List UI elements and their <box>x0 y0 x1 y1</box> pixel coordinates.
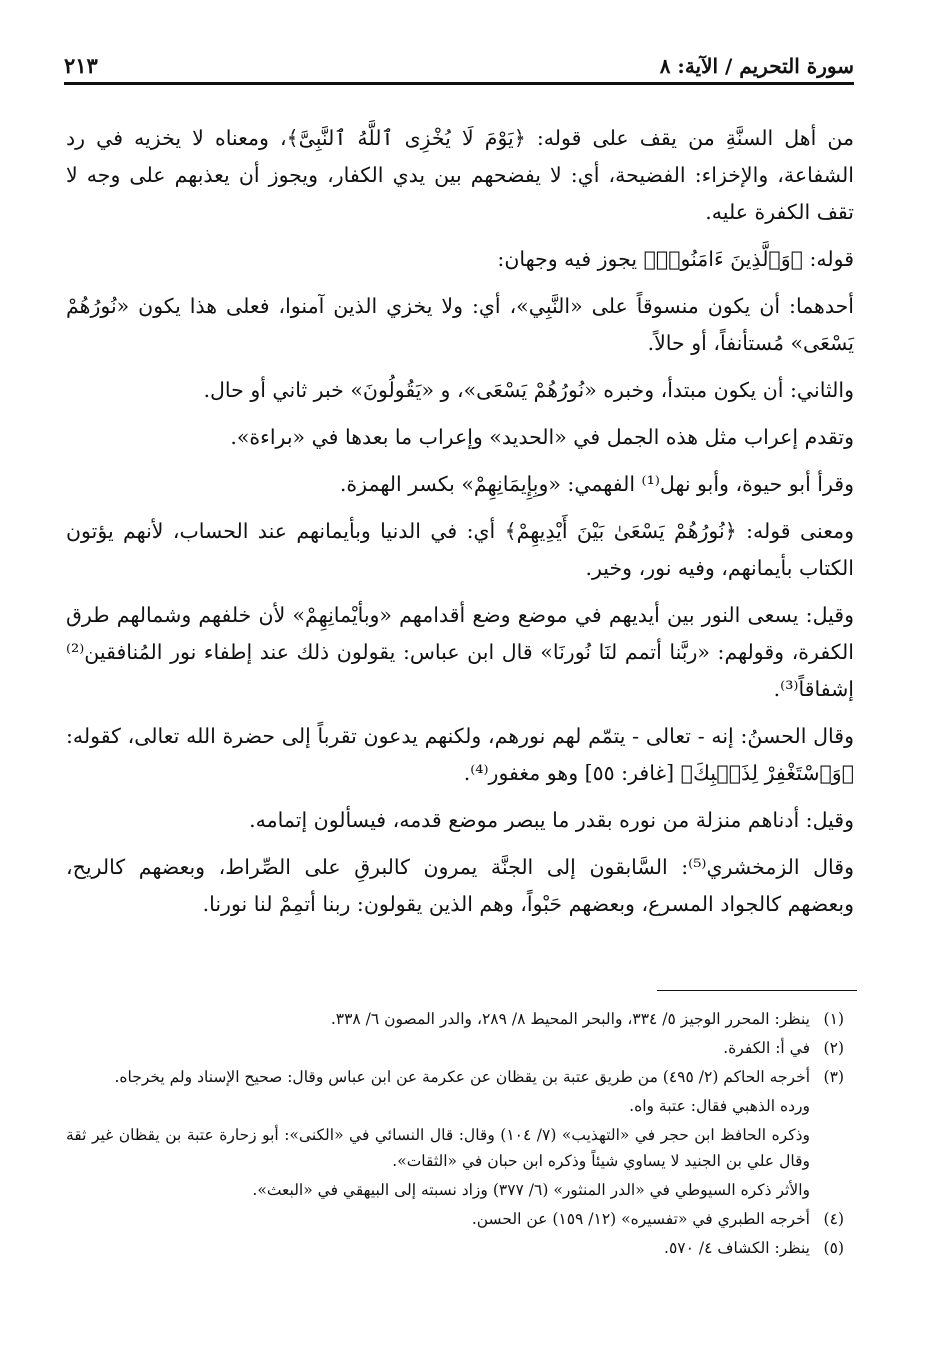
footnote-continuation: والأثر ذكره السيوطي في «الدر المنثور» (٦/ ٣٧٧) وزاد نسبته إلى البيهقي في «البعث». <box>252 1181 810 1199</box>
footnote-number: (٤) <box>823 1210 844 1228</box>
paragraph: وقال الزمخشري⁽⁵⁾: السَّابقون إلى الجنَّة يمرون كالبرقِ على الصِّراط، وبعضهم كالريح، وبعضهم كالجواد المسرع، وبعضهم حَبْواً، وهم الذين يقولون: ربنا أتمِمْ لنا نورنا. <box>66 855 854 916</box>
paragraph: وقيل: أدناهم منزلة من نوره بقدر ما يبصر موضع قدمه، فيسألون إتمامه. <box>249 808 854 832</box>
paragraph: أحدهما: أن يكون منسوقاً على «النَّبِي»، أي: ولا يخزي الذين آمنوا، فعلى هذا يكون «نُورُهُمْ يَسْعَى» مُستأنفاً، أو حالاً. <box>66 294 854 355</box>
page-number: ٢١٣ <box>64 53 98 78</box>
footnote-number: (٣) <box>823 1068 844 1086</box>
footnote-separator <box>657 990 857 991</box>
footnote-continuation: ورده الذهبي فقال: عتبة واه. <box>629 1097 810 1115</box>
footnote <box>66 1206 844 1232</box>
paragraph: وقال الحسنُ: إنه - تعالى - يتمّم لهم نورهم، ولكنهم يدعون تقرباً إلى حضرة الله تعالى، كقوله: ﴿وَٱسْتَغْفِرْ لِذَنۢبِكَ﴾ [غافر: ٥٥] وهو مغفور⁽⁴⁾. <box>66 724 854 785</box>
footnote-text: في أ: الكفرة. <box>723 1039 810 1057</box>
footnote-continuation: وذكره الحافظ ابن حجر في «التهذيب» (٧/ ١٠٤) وقال: قال النسائي في «الكنى»: أبو زحارة عتبة بن يقظان غير ثقة وقال علي بن الجنيد لا يساوي شيئاً وذكره ابن حبان في «الثقات». <box>66 1126 811 1170</box>
paragraph: وقرأ أبو حيوة، وأبو نهل⁽¹⁾ الفهمي: «وبِإِيمَانِهِمْ» بكسر الهمزة. <box>339 472 854 496</box>
footnote-text: أخرجه الطبري في «تفسيره» (١٢/ ١٥٩) عن الحسن. <box>471 1210 810 1228</box>
paragraph: وقيل: يسعى النور بين أيديهم في موضع وضع أقدامهم «وبأيْمانِهِمْ» لأن خلفهم وشمالهم طرق الكفرة، وقولهم: «ربَّنا أتمم لنَا نُورنَا» قال ابن عباس: يقولون ذلك عند إطفاء نور المُنافقين⁽²⁾ إشفاقاً⁽³⁾. <box>66 603 854 701</box>
paragraph: والثاني: أن يكون مبتدأ، وخبره «نُورُهُمْ يَسْعَى»، و «يَقُولُونَ» خبر ثاني أو حال. <box>203 378 854 402</box>
footnote-text: ينظر: الكشاف ٤/ ٥٧٠. <box>664 1239 810 1257</box>
paragraph: قوله: ﴿وَٱلَّذِينَ ءَامَنُوا۟﴾ يجوز فيه وجهان: <box>497 247 854 271</box>
running-header <box>64 44 854 85</box>
footnote-text: ينظر: المحرر الوجيز ٥/ ٣٣٤، والبحر المحيط ٨/ ٢٨٩، والدر المصون ٦/ ٣٣٨. <box>330 1010 810 1028</box>
footnote <box>66 1235 844 1261</box>
paragraph: من أهل السنَّةِ من يقف على قوله: ﴿يَوْمَ لَا يُخْزِى ٱللَّهُ ٱلنَّبِىَّ﴾، ومعناه لا يخزيه في رد الشفاعة، والإخزاء: الفضيحة، أي: لا يفضحهم بين يدي الكفار، ويجوز أن يعذبهم على وجه لا تقف الكفرة عليه. <box>66 126 854 224</box>
footnote <box>66 1064 844 1090</box>
footnotes <box>66 1006 844 1264</box>
footnote-number: (٢) <box>823 1039 844 1057</box>
footnote-number: (١) <box>823 1010 844 1028</box>
header-title: سورة التحريم / الآية: ٨ <box>659 54 854 78</box>
footnote <box>66 1006 844 1032</box>
footnote-text: أخرجه الحاكم (٢/ ٤٩٥) من طريق عتبة بن يقظان عن عكرمة عن ابن عباس وقال: صحيح الإسناد ولم يخرجاه. <box>114 1068 810 1086</box>
footnote-number: (٥) <box>823 1239 844 1257</box>
footnote <box>66 1035 844 1061</box>
main-text <box>66 120 854 933</box>
paragraph: ومعنى قوله: ﴿نُورُهُمْ يَسْعَىٰ بَيْنَ أَيْدِيهِمْ﴾ أي: في الدنيا وبأيمانهم عند الحساب، لأنهم يؤتون الكتاب بأيمانهم، وفيه نور، وخير. <box>66 519 854 580</box>
paragraph: وتقدم إعراب مثل هذه الجمل في «الحديد» وإعراب ما بعدها في «براءة». <box>230 425 854 449</box>
